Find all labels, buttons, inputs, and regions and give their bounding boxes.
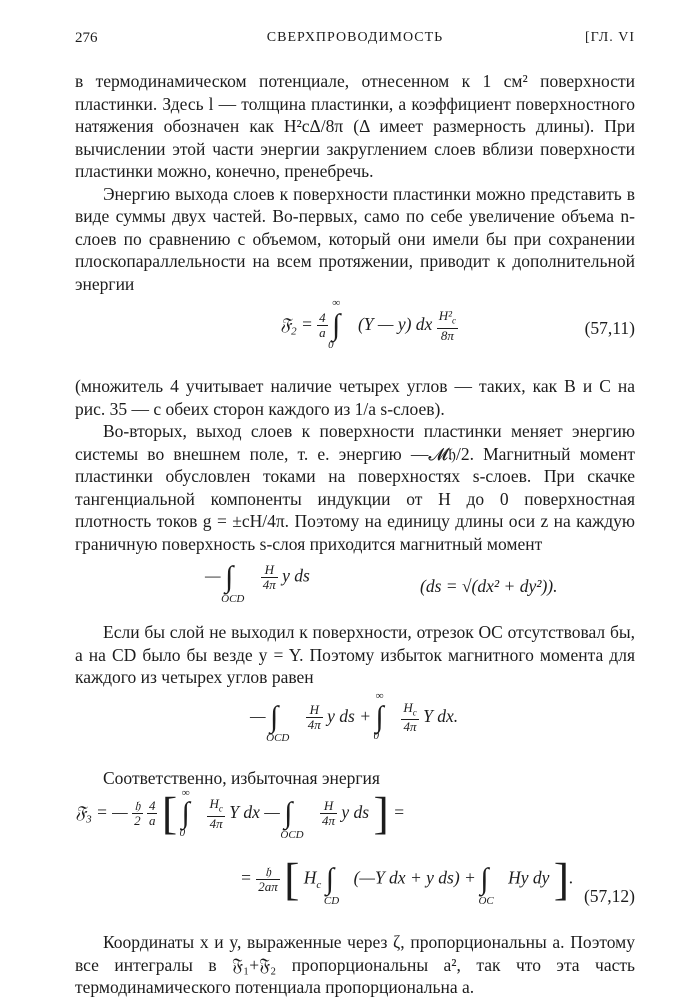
equation-57-11-body: 𝔉$_2$ = $\frac{4}{a}$ $\int^\infty_0$ (Y — y) dx $\frac{H^2_c}{8\pi}$ <box>280 296 457 351</box>
paragraph-4: Во-вторых, выход слоев к поверхности пластинки меняет энергию системы во внешнем поле, т. е. энергию —𝓜𝔥/2. Магнитный момент пластинки обусловлен токами на поверхностях s-слоев. При скачке тангенциальной компоненты индукции от H до 0 поверхностная плотность токов g = ±cH/4π. Поэтому на единицу длины оси z на каждую граничную поверхность s-слоя приходится магнитный момент <box>75 421 635 554</box>
equation-ds: (ds = √(dx² + dy²)). <box>420 576 558 596</box>
page-body <box>75 70 635 999</box>
paragraph-1: в термодинамическом потенциале, отнесенном к 1 см² поверхности пластинки. Здесь l — толщина пластинки, а коэффициент поверхностного натяжения обозначен как H²cΔ/8π (Δ имеет размерность длины). При вычислении этой части энергии закруглением слоев вблизи поверхности пластинки можно, конечно, пренебречь. <box>75 71 635 181</box>
paragraph-2: Энергию выхода слоев к поверхности пластинки можно представить в виде суммы двух частей. Во-первых, само по себе увеличение объема n-слоев по сравнению с объемом, который они имели бы при сохранении плоскопараллельности на всем протяжении, приводит к дополнительной энергии <box>75 183 635 294</box>
equation-moment <box>75 555 635 621</box>
paragraph-6: Соответственно, избыточная энергия <box>103 767 380 788</box>
paragraph-3: (множитель 4 учитывает наличие четырех углов — таких, как B и C на рис. 35 — с обеих сторон каждого из 1/a s-слоев). <box>75 376 635 419</box>
equation-excess-moment <box>75 689 635 767</box>
equation-57-11-label: (57,11) <box>584 318 635 338</box>
paragraph-7: Координаты x и y, выраженные через ζ, пропорциональны a. Поэтому все интегралы в 𝔉₁+𝔉₂ пропорциональны a², так что эта часть термодинамического потенциала пропорциональна a. <box>75 932 635 997</box>
running-title: СВЕРХПРОВОДИМОСТЬ <box>266 30 444 45</box>
equation-57-12-label: (57,12) <box>583 886 635 906</box>
page-number: 276 <box>75 30 98 46</box>
chapter-label: [ГЛ. VI <box>585 30 635 45</box>
equation-excess-moment-body: — $\int_{OCD}$ $\frac{H}{4\pi}$ y ds + $\int^\infty_0$ $\frac{H_c}{4\pi}$ Y dx. <box>250 690 459 745</box>
equation-57-12-line2: = $\frac{\text{𝔥}}{2a\pi}$ [ $H_c$ $\int_{CD}$ (—Y dx + y $ds) + \int_{OC}$ Hy dy ]. <box>240 853 574 907</box>
paragraph-5: Если бы слой не выходил к поверхности, отрезок OC отсутствовал бы, а на CD было бы везде y = Y. Поэтому избыток магнитного момента для каждого из четырех углов равен <box>75 622 635 687</box>
page-header <box>75 30 635 54</box>
equation-moment-body: — $\int_{OCD}$ $\frac{H}{4\pi}$ y ds <box>205 560 310 605</box>
equation-57-12-line1: 𝔉$_3$ = — $\frac{\text{𝔥}}{2}$ $\frac{4}{a}$ [ $\int^\infty_0$ $\frac{H_c}{4\pi}$ Y dx — $\int_{OCD}$ $\frac{H}{4\pi}$ y ds ] = <box>75 786 405 841</box>
equation-57-12 <box>75 786 635 931</box>
equation-57-11 <box>75 295 635 375</box>
